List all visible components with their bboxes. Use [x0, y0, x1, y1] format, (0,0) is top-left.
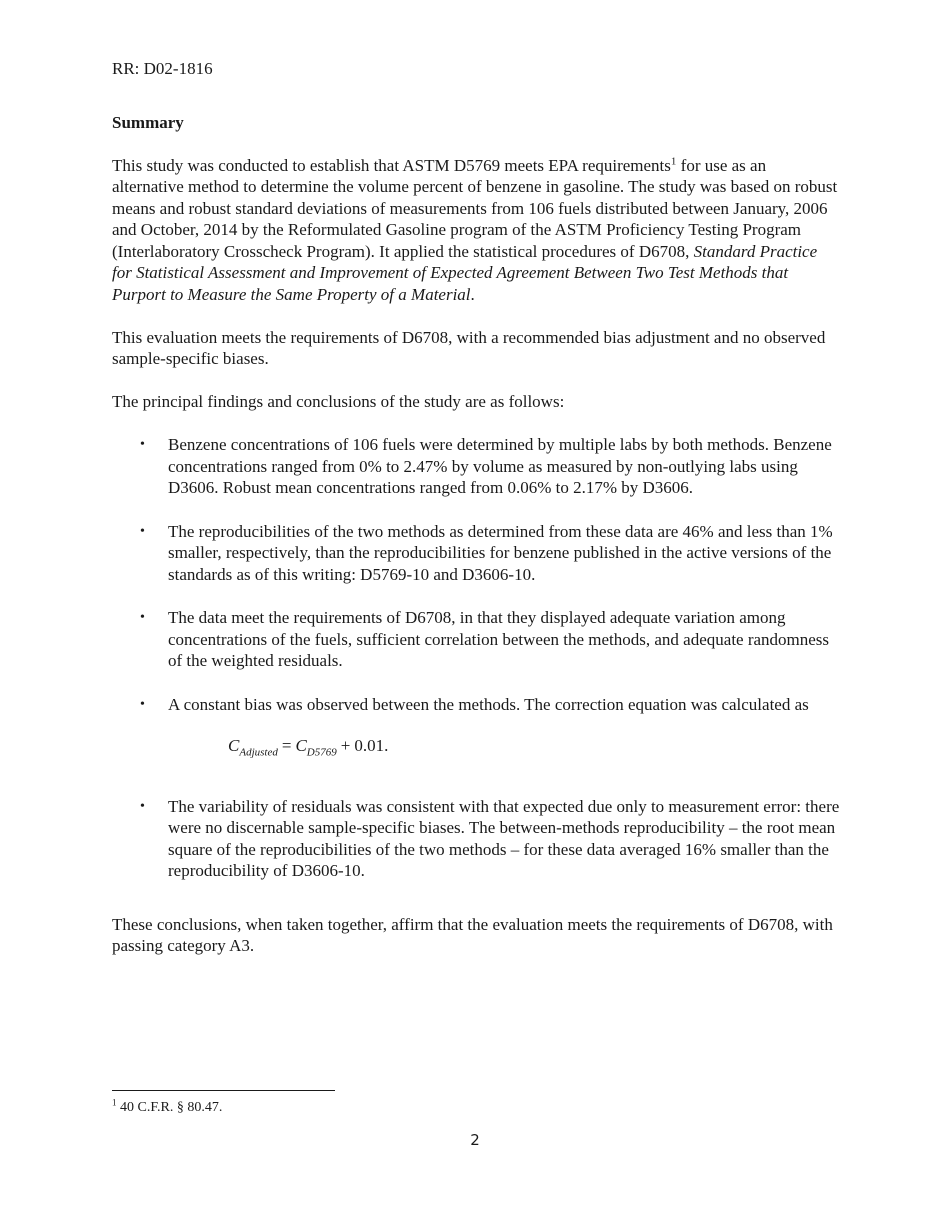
bullet-icon: •	[140, 696, 145, 712]
standard-title: Standard Practice for Statistical Assessment and Improvement of Expected Agreement Between Two Test Methods that Purport to Measure the Same Property of a Material	[112, 241, 818, 304]
page-number: 2	[470, 1131, 480, 1149]
bullet-icon: •	[140, 523, 145, 539]
evaluation-paragraph: This evaluation meets the requirements of D6708, with a recommended bias adjustment and no observed sample-specific biases.	[112, 327, 826, 368]
intro-text-1: This study was conducted to establish that ASTM D5769 meets EPA requirements	[112, 155, 671, 175]
equation-plus: +	[340, 736, 351, 755]
footnote-reference: 1	[670, 154, 677, 167]
footnote-text: 40 C.F.R. § 80.47.	[116, 1100, 223, 1115]
equation-rhs-variable: C	[295, 736, 307, 755]
bullet-icon: •	[140, 798, 145, 814]
findings-list	[112, 434, 840, 882]
equation-equals: =	[281, 736, 292, 755]
finding-text: A constant bias was observed between the methods. The correction equation was calculated as	[168, 694, 809, 714]
list-item	[112, 521, 840, 586]
findings-intro: The principal findings and conclusions of the study are as follows:	[112, 392, 565, 411]
equation-lhs-subscript: Adjusted	[239, 746, 278, 759]
finding-text: The reproducibilities of the two methods as determined from these data are 46% and less than 1% smaller, respectively, than the reproducibilities for benzene published in the active versions of the standards as of this writing: D5769-10 and D3606-10.	[168, 521, 833, 584]
intro-paragraph	[112, 155, 840, 306]
list-item	[112, 607, 840, 672]
list-item	[112, 796, 840, 882]
finding-text: The data meet the requirements of D6708, in that they displayed adequate variation among concentrations of the fuels, sufficient correlation between the methods, and adequate randomness of the weighted residuals.	[168, 608, 830, 670]
equation-constant: 0.01	[354, 736, 385, 755]
intro-end: .	[470, 284, 475, 304]
conclusion-paragraph: These conclusions, when taken together, affirm that the evaluation meets the requirements of D6708, with passing category A3.	[112, 914, 833, 956]
correction-equation	[228, 735, 840, 764]
list-item	[112, 434, 840, 499]
equation-rhs-subscript: D5769	[306, 746, 337, 759]
bullet-icon: •	[140, 610, 145, 625]
bullet-icon: •	[140, 437, 145, 452]
section-heading: Summary	[112, 113, 184, 132]
list-item	[112, 694, 840, 764]
footnote-number: 1	[112, 1097, 117, 1108]
finding-text: The variability of residuals was consistent with that expected due only to measurement error: there were no discernable sample-specific biases. The between-methods reproducibility – the root mean square of the reproducibilities of the two methods – for these data averaged 16% smaller than the reproducibility of D3606-10.	[168, 796, 840, 881]
summary-section	[112, 112, 840, 978]
finding-text: Benzene concentrations of 106 fuels were determined by multiple labs by both methods. Benzene concentrations ranged from 0% to 2.47% by volume as measured by non-outlying labs using D3606. Robust mean concentrations ranged from 0.06% to 2.17% by D3606.	[168, 435, 832, 497]
report-id-header: RR: D02-1816	[112, 59, 213, 78]
equation-lhs-variable: C	[228, 736, 240, 755]
intro-text-2: for use as an alternative method to determine the volume percent of benzene in gasoline. The study was based on robust means and robust standard deviations of measurements from 106 fuels distributed between January, 2006 and October, 2014 by the Reformulated Gasoline program of the ASTM Proficiency Testing Program (Interlaboratory Crosscheck Program). It applied the statistical procedures of D6708,	[112, 155, 838, 261]
footnote	[112, 1099, 222, 1117]
equation-end: .	[384, 736, 389, 755]
footnote-divider	[112, 1090, 335, 1091]
